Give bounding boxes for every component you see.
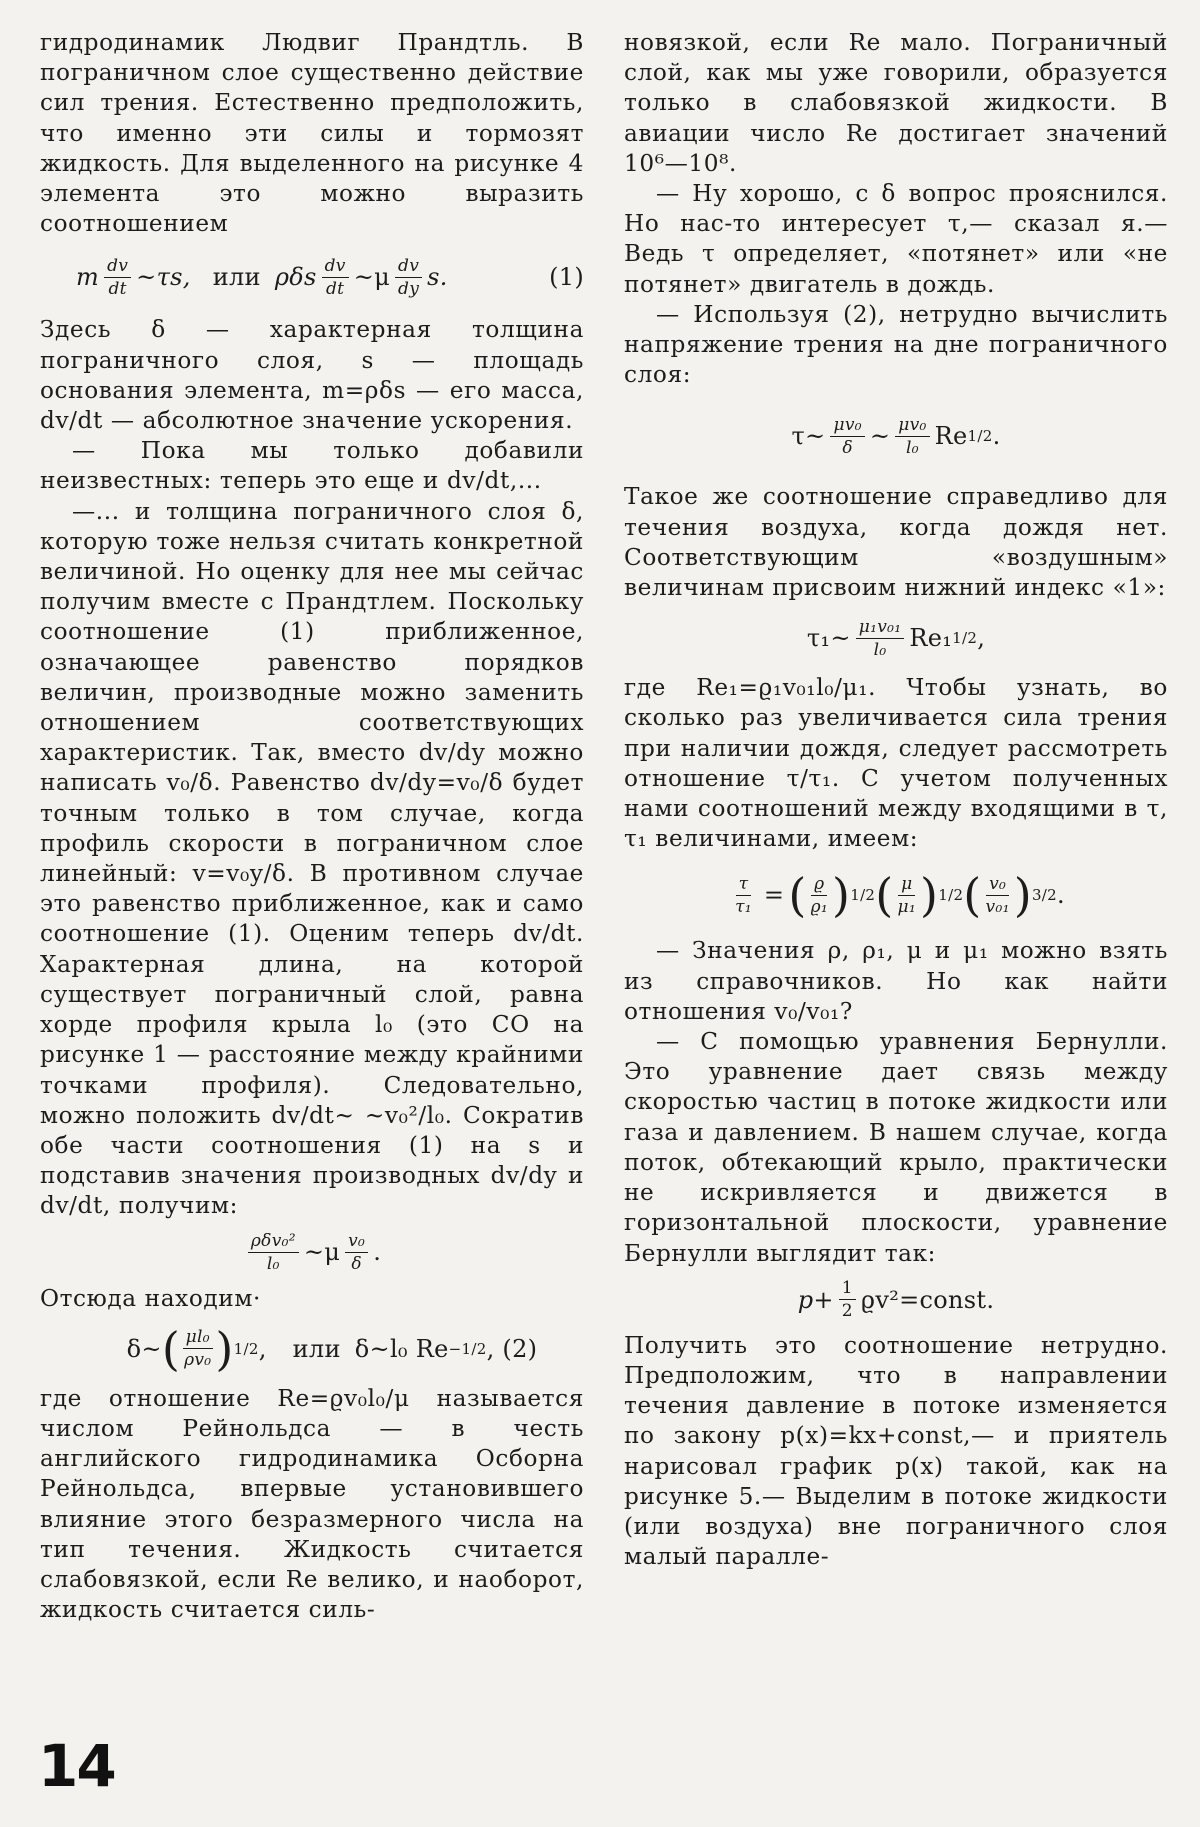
equation-number: (1)	[549, 263, 584, 292]
paragraph: Отсюда находим·	[40, 1284, 261, 1312]
paragraph: Получить это соотношение нетрудно. Предположим, что в направлении течения давление в потоке изменяется по закону p(x)=kx+const,— и приятель нарисовал график p(x) такой, как на рисунке 5.— Выделим в потоке жидкости (или воздуха) вне пограничного слоя малый паралле-	[624, 1331, 1168, 1571]
paragraph: —... и толщина пограничного слоя δ, которую тоже нельзя считать конкретной величиной. Но оценку для нее мы сейчас получим вместе с Прандтлем. Поскольку соотношение (1) приближенное, означающее равенство порядков величин, производные можно заменить отношением соответствующих характеристик. Так, вместо dv/dy можно написать v₀/δ. Равенство dv/dy=v₀/δ будет точным только в том случае, когда профиль скорости в пограничном слое линейный: v=v₀y/δ. В противном случае это равенство приближенное, как и само соотношение (1). Оценим теперь dv/dt. Характерная длина, на которой существует пограничный слой, равна хорде профиля крыла l₀ (это CO на рисунке 1 — расстояние между крайними точками профиля). Следовательно, можно положить dv/dt~ ~v₀²/l₀. Сократив обе части соотношения (1) на s и подставив значения производных dv/dy и dv/dt, получим:	[40, 497, 584, 1220]
equation-3: τ~ $\frac{\text{μv₀}}{\delta}$ ~ $\frac{\text{μv₀}}{\text{l₀}}$ Re 1/2 .	[791, 414, 1001, 458]
equation-bernoulli: p+ $\frac{1}{2}$ ϱv²=const.	[797, 1278, 995, 1322]
paragraph: Такое же соотношение справедливо для течения воздуха, когда дождя нет. Соответствующим «воздушным» величинам присвоим нижний индекс «1»:	[624, 483, 1168, 602]
paragraph: гидродинамик Людвиг Прандтль. В пограничном слое существенно действие сил трения. Естественно предположить, что именно эти силы и тормозят жидкость. Для выделенного на рисунке 4 элемента это можно выразить соотношением	[40, 29, 584, 238]
paragraph: — Ну хорошо, с δ вопрос прояснился. Но нас-то интересует τ,— сказал я.— Ведь τ определяет, «потянет» или «не потянет» двигатель в дождь.	[624, 180, 1168, 298]
paragraph: — Используя (2), нетрудно вычислить напряжение трения на дне пограничного слоя:	[624, 300, 1168, 389]
paragraph: где отношение Re=ϱv₀l₀/μ называется числом Рейнольдса — в честь английского гидродинамика Осборна Рейнольдса, впервые установившего влияние этого безразмерного числа на тип течения. Жидкость считается слабовязкой, если Re велико, и наоборот, жидкость считается силь-	[40, 1384, 584, 1624]
equation-delta-estimate: $\frac{\text{ρδv₀²}}{\text{l₀}}$ ~μ $\frac{\text{v₀}}{\delta}$ .	[40, 1222, 584, 1284]
equation-number: , (2)	[486, 1334, 538, 1363]
left-column	[40, 28, 584, 1625]
page-number: 14	[38, 1732, 115, 1800]
equation-4: τ₁~ $\frac{\text{μ₁v₀₁}}{\text{l₀}}$ Re₁ 1/2 ,	[806, 616, 986, 660]
paragraph: где Re₁=ϱ₁v₀₁l₀/μ₁. Чтобы узнать, во сколько раз увеличивается сила трения при наличии дождя, следует рассмотреть отношение τ/τ₁. С учетом полученных нами соотношений между входящими в τ, τ₁ величинами, имеем:	[624, 674, 1168, 853]
paragraph: — Пока мы только добавили неизвестных: теперь это еще и dv/dt,...	[40, 437, 584, 495]
equation-1: m $\frac{dv}{dt}$ ~τs, или ρδs $\frac{dv}{dt}$ ~μ $\frac{dv}{dy}$ s. (1)	[76, 255, 584, 299]
right-column	[624, 28, 1168, 1572]
equation-2: δ~ ( $\frac{\text{μl₀}}{\text{ρv₀}}$ ) 1/2 , или δ~l₀ Re −1/2 , (2)	[126, 1321, 538, 1376]
paragraph: новязкой, если Re мало. Пограничный слой, как мы уже говорили, образуется только в слабовязкой жидкости. В авиации число Re достигает значений 10⁶—10⁸.	[624, 29, 1168, 177]
paragraph: Здесь δ — характерная толщина пограничного слоя, s — площадь основания элемента, m=ρδs — его масса, dv/dt — абсолютное значение ускорения.	[40, 316, 584, 435]
paragraph: — С помощью уравнения Бернулли. Это уравнение дает связь между скоростью частиц в потоке жидкости или газа и давлением. В нашем случае, когда поток, обтекающий крыло, практически не искривляется и движется в горизонтальной плоскости, уравнение Бернулли выглядит так:	[624, 1028, 1168, 1267]
paragraph: — Значения ρ, ρ₁, μ и μ₁ можно взять из справочников. Но как найти отношения v₀/v₀₁?	[624, 937, 1168, 1025]
equation-5: $\frac{\tau}{\text{τ₁}}$ = ( $\frac{ϱ}{\text{ϱ₁}}$ ) 1/2 ( $\frac{\mu}{\text{μ₁}}$ ) 1/2 ( $\frac{\text{v₀}}{\text{v₀₁}}$ ) 3/2 .	[735, 868, 1065, 923]
